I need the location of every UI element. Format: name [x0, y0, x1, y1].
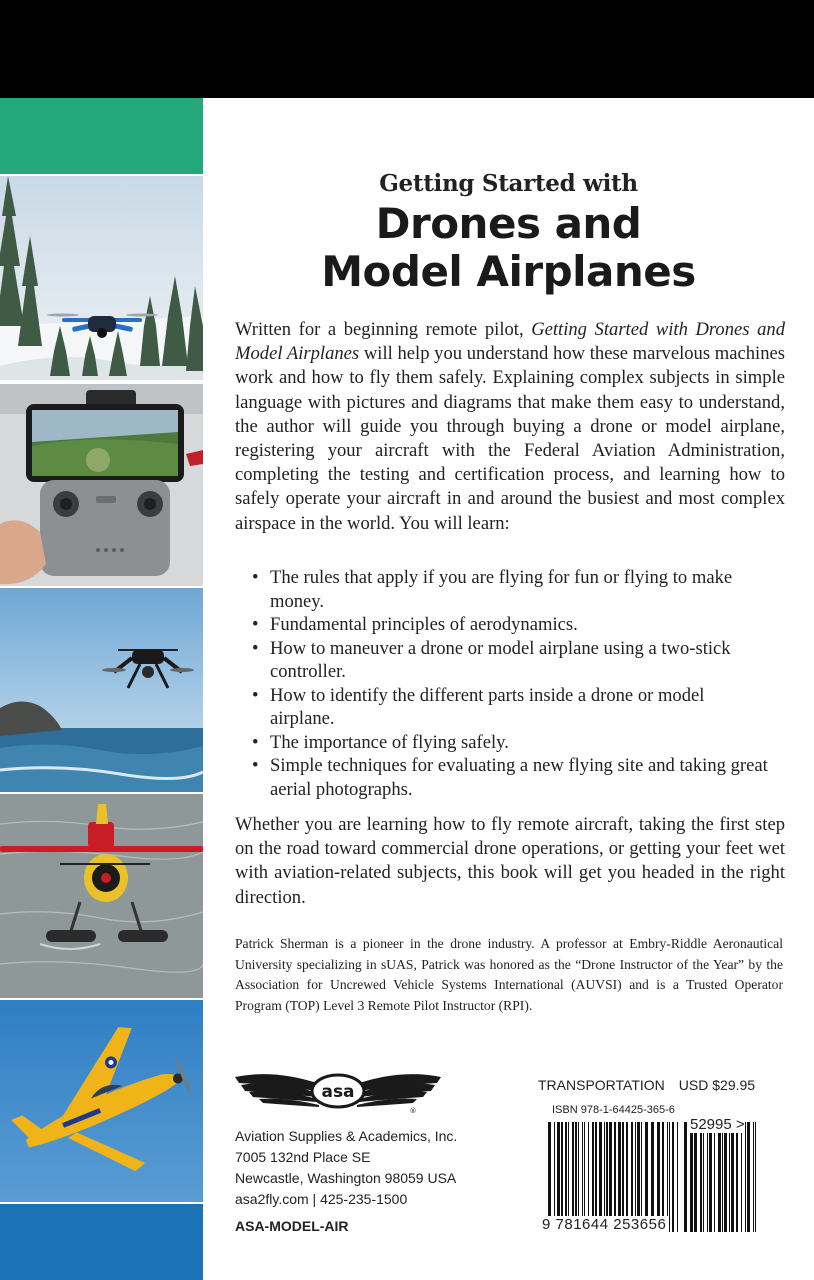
barcode-stripe [755, 1122, 756, 1232]
barcode-stripe [677, 1122, 678, 1232]
learning-point: • Simple techniques for evaluating a new flying site and taking great aerial photographs. [252, 754, 772, 801]
barcode-stripe [700, 1122, 702, 1232]
closing-paragraph: Whether you are learning how to fly remote aircraft, taking the first step on the road toward commercial drone operations, or getting your feet wet with aviation-related subjects, this book will get you headed in the right direction. [235, 814, 785, 908]
asa-wings-logo [233, 1065, 443, 1115]
barcode-stripe [709, 1122, 712, 1232]
title-main-line-2: Model Airplanes [321, 247, 696, 296]
description-book-title: Getting Started with Drones and Model Airplanes [235, 319, 785, 365]
barcode-stripe [669, 1122, 670, 1232]
author-bio: Patrick Sherman is a pioneer in the drone industry. A professor at Embry-Riddle Aeronautical University specializing in sUAS, Patrick was honored as the “Drone Instructor of the Year” by the Association for Uncrewed Vehicle Systems International (AUVSI) and is a Trusted Operator Program (TOP) Level 3 Remote Pilot Instructor (RPI). [235, 936, 783, 1013]
green-color-block [0, 98, 203, 174]
barcode-stripe [684, 1122, 687, 1232]
photo-remote-controller [0, 384, 203, 586]
barcode-stripe [694, 1122, 697, 1232]
publisher-city: Newcastle, Washington 98059 USA [235, 1170, 457, 1186]
ean-number: 9 781644 253656 [542, 1216, 667, 1233]
addon-number: 52995 > [690, 1116, 745, 1133]
title-main [203, 200, 814, 296]
learning-point: • How to identify the different parts inside a drone or model airplane. [252, 684, 772, 731]
learning-point: • Fundamental principles of aerodynamics. [252, 613, 772, 637]
barcode-stripe [747, 1122, 750, 1232]
barcode-stripe [731, 1122, 734, 1232]
learning-points-list [252, 566, 772, 801]
publisher-address [235, 1126, 525, 1210]
barcode-stripe [729, 1122, 730, 1232]
photo-drone-snowy-forest [0, 176, 203, 380]
publisher-contact: asa2fly.com | 425-235-1500 [235, 1191, 408, 1207]
isbn-number: ISBN 978-1-64425-365-6 [552, 1104, 675, 1116]
book-description [235, 318, 785, 536]
photo-floatplane-water [0, 794, 203, 998]
publisher-name: Aviation Supplies & Academics, Inc. [235, 1128, 458, 1144]
barcode-stripe [745, 1122, 746, 1232]
barcode-stripe [741, 1122, 742, 1232]
barcode-stripe [753, 1122, 754, 1232]
photo-drone-over-ocean [0, 588, 203, 792]
description-text-start: Written for a beginning remote pilot, [235, 319, 532, 340]
logo-text: asa [321, 1082, 355, 1102]
photo-sidebar [0, 98, 203, 1280]
product-code: ASA-MODEL-AIR [235, 1218, 349, 1234]
barcode-stripe [672, 1122, 674, 1232]
barcode-stripe [703, 1122, 704, 1232]
retail-price: USD $29.95 [678, 1077, 756, 1093]
barcode-stripe [724, 1122, 727, 1232]
barcode-stripe [714, 1122, 715, 1232]
learning-point: • The rules that apply if you are flying for fun or flying to make money. [252, 566, 772, 613]
title-main-line-1: Drones and [375, 199, 642, 248]
description-text-end: will help you understand how these marvelous machines work and how to fly them safely. Explaining complex subjects in simple language with pictures and diagrams that make them easy to understand, the author will guide you through buying a drone or model airplane, registering your aircraft with the Federal Aviation Administration, completing the testing and certification process, and learning how to safely operate your aircraft in and around the busiest and most complex airspace in the world. You will learn: [235, 343, 786, 534]
publisher-street: 7005 132nd Place SE [235, 1149, 371, 1165]
barcode-stripe [707, 1122, 708, 1232]
learning-point: • How to maneuver a drone or model airplane using a two-stick controller. [252, 637, 772, 684]
barcode-stripe [722, 1122, 723, 1232]
learning-point: • The importance of flying safely. [252, 731, 772, 755]
blue-color-block [0, 1204, 203, 1280]
barcode-stripe [690, 1122, 693, 1232]
retail-category: TRANSPORTATION [538, 1077, 665, 1093]
barcode-stripe [718, 1122, 721, 1232]
barcode-stripe [736, 1122, 738, 1232]
title-small-line: Getting Started with [379, 170, 638, 197]
photo-yellow-airplane-sky [0, 1000, 203, 1202]
retail-info [538, 1077, 755, 1093]
top-black-band [0, 0, 814, 98]
price-addon-barcode [684, 1122, 756, 1232]
logo-registered-mark: ® [409, 1107, 417, 1115]
